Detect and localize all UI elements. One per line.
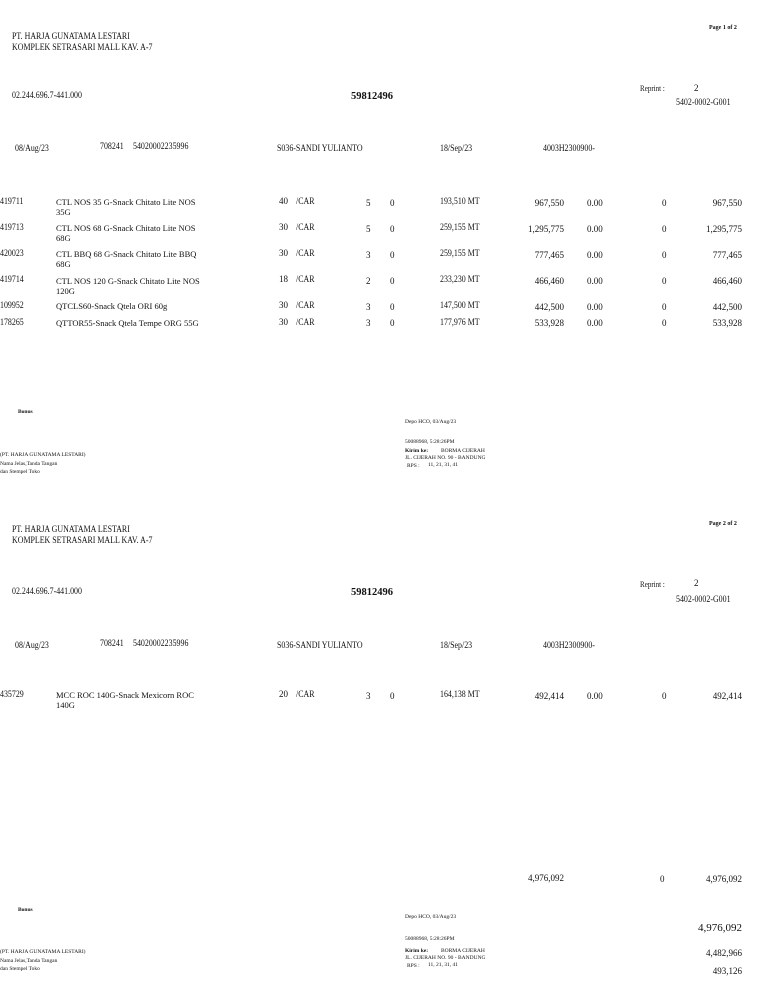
company-address: KOMPLEK SETRASARI MALL KAV. A-7	[12, 42, 153, 52]
signature-instruction: Nama Jelas,Tanda Tangan	[0, 461, 58, 467]
reprint-value: 2	[694, 578, 699, 588]
item-col-b: 0	[390, 318, 395, 328]
item-description: CTL NOS 35 G-Snack Chitato Lite NOS 35G	[56, 197, 196, 218]
item-net: 466,460	[712, 276, 742, 286]
item-description: CTL NOS 68 G-Snack Chitato Lite NOS 68G	[56, 223, 196, 244]
item-amount: 442,500	[534, 302, 564, 312]
item-col-a: 3	[366, 318, 371, 328]
item-description: CTL BBQ 68 G-Snack Chitato Lite BBQ 68G	[56, 249, 197, 270]
company-address: KOMPLEK SETRASARI MALL KAV. A-7	[12, 535, 153, 545]
item-description: CTL NOS 120 G-Snack Chitato Lite NOS 120G	[56, 276, 200, 297]
item-price: 193,510 MT	[440, 196, 480, 206]
item-col-b: 0	[390, 198, 395, 208]
item-col-a: 3	[366, 302, 371, 312]
total-discount: 0	[660, 874, 665, 884]
item-amount: 466,460	[534, 276, 564, 286]
signature-instruction: Nama Jelas,Tanda Tangan	[0, 958, 58, 964]
item-discount: 0.00	[587, 198, 603, 208]
item-unit: /CAR	[296, 317, 315, 327]
footer-reference: 50088968, 5:28:26PM	[405, 936, 455, 942]
item-amount: 1,295,775	[528, 224, 564, 234]
rps-value: 11, 21, 31, 41	[428, 462, 459, 468]
npwp: 02.244.696.7-441.000	[12, 586, 82, 596]
bonus-label: Bonus	[18, 409, 33, 415]
signature-stamp-note: dan Stempel Toko	[0, 469, 40, 475]
npwp: 02.244.696.7-441.000	[12, 90, 82, 100]
item-qty: 18	[279, 274, 288, 284]
item-discount: 0.00	[587, 276, 603, 286]
item-col-b: 0	[390, 250, 395, 260]
kirim-address: JL. CIJERAH NO. 90 - BANDUNG	[405, 455, 486, 461]
item-code: 109952	[0, 300, 24, 310]
item-discount: 0.00	[587, 302, 603, 312]
item-col-b: 0	[390, 691, 395, 701]
item-net: 1,295,775	[706, 224, 742, 234]
customer-code: 708241	[100, 638, 124, 648]
item-discount-2: 0	[662, 318, 667, 328]
item-discount: 0.00	[587, 224, 603, 234]
reprint-label: Reprint :	[640, 84, 665, 93]
item-qty: 30	[279, 222, 288, 232]
kirim-label: Kirim ke:	[405, 448, 429, 454]
item-net: 533,928	[712, 318, 742, 328]
signature-company: (PT. HARJA GUNATAMA LESTARI)	[0, 452, 86, 458]
item-discount: 0.00	[587, 250, 603, 260]
reference-code: 5402-0002-G001	[676, 97, 731, 107]
item-net: 967,550	[712, 198, 742, 208]
company-name: PT. HARJA GUNATAMA LESTARI	[12, 31, 130, 41]
item-col-b: 0	[390, 276, 395, 286]
item-code: 435729	[0, 689, 24, 699]
item-code: 178265	[0, 317, 24, 327]
item-code: 419714	[0, 274, 24, 284]
item-unit: /CAR	[296, 222, 315, 232]
item-col-a: 3	[366, 691, 371, 701]
item-description: QTTOR55-Snack Qtela Tempe ORG 55G	[56, 318, 199, 328]
total-amount: 4,976,092	[528, 873, 564, 883]
customer-code: 708241	[100, 141, 124, 151]
item-col-a: 5	[366, 224, 371, 234]
tax-total: 493,126	[712, 966, 742, 976]
signature-company: (PT. HARJA GUNATAMA LESTARI)	[0, 949, 86, 955]
company-name: PT. HARJA GUNATAMA LESTARI	[12, 524, 130, 534]
rps-value: 11, 21, 31, 41	[428, 962, 459, 968]
kirim-address: JL. CIJERAH NO. 90 - BANDUNG	[405, 955, 486, 961]
kirim-name: BORMA CIJERAH	[441, 448, 485, 454]
account-number: 54020002235996	[133, 638, 189, 648]
item-description: MCC ROC 140G-Snack Mexicorn ROC 140G	[56, 690, 194, 711]
document-number: 59812496	[351, 587, 393, 598]
item-price: 164,138 MT	[440, 689, 480, 699]
item-unit: /CAR	[296, 689, 315, 699]
invoice-date: 08/Aug/23	[15, 640, 49, 650]
item-qty: 40	[279, 196, 288, 206]
item-discount: 0.00	[587, 318, 603, 328]
signature-stamp-note: dan Stempel Toko	[0, 966, 40, 972]
item-description: QTCLS60-Snack Qtela ORI 60g	[56, 301, 168, 311]
item-price: 147,500 MT	[440, 300, 480, 310]
item-qty: 20	[279, 689, 288, 699]
reprint-label: Reprint :	[640, 580, 665, 589]
item-unit: /CAR	[296, 196, 315, 206]
item-amount: 533,928	[534, 318, 564, 328]
item-code: 419711	[0, 196, 24, 206]
account-number: 54020002235996	[133, 141, 189, 151]
item-col-a: 2	[366, 276, 371, 286]
rps-label: RPS :	[407, 463, 420, 469]
item-discount: 0.00	[587, 691, 603, 701]
depo-info: Depo HCO, 03/Aug/23	[405, 914, 457, 920]
item-discount-2: 0	[662, 691, 667, 701]
item-net: 442,500	[712, 302, 742, 312]
reprint-value: 2	[694, 83, 699, 93]
page-label: Page 2 of 2	[709, 521, 737, 527]
item-unit: /CAR	[296, 300, 315, 310]
item-qty: 30	[279, 300, 288, 310]
page-label: Page 1 of 2	[709, 25, 737, 31]
due-date: 18/Sep/23	[440, 143, 473, 153]
item-net: 777,465	[712, 250, 742, 260]
item-unit: /CAR	[296, 248, 315, 258]
invoice-code: 4003H2300900-	[543, 640, 595, 650]
depo-info: Depo HCO, 03/Aug/23	[405, 419, 457, 425]
invoice-date: 08/Aug/23	[15, 143, 49, 153]
item-col-b: 0	[390, 224, 395, 234]
item-price: 259,155 MT	[440, 222, 480, 232]
item-price: 259,155 MT	[440, 248, 480, 258]
dpp-total: 4,482,966	[706, 948, 742, 958]
item-qty: 30	[279, 317, 288, 327]
item-discount-2: 0	[662, 302, 667, 312]
item-amount: 777,465	[534, 250, 564, 260]
footer-reference: 50088968, 5:28:26PM	[405, 439, 455, 445]
invoice-code: 4003H2300900-	[543, 143, 595, 153]
rps-label: RPS :	[407, 963, 420, 969]
due-date: 18/Sep/23	[440, 640, 473, 650]
item-discount-2: 0	[662, 276, 667, 286]
reference-code: 5402-0002-G001	[676, 594, 731, 604]
item-price: 177,976 MT	[440, 317, 480, 327]
item-qty: 30	[279, 248, 288, 258]
salesman: S036-SANDI YULIANTO	[277, 143, 363, 153]
item-amount: 967,550	[534, 198, 564, 208]
kirim-label: Kirim ke:	[405, 948, 429, 954]
item-code: 419713	[0, 222, 24, 232]
item-discount-2: 0	[662, 224, 667, 234]
item-amount: 492,414	[534, 691, 564, 701]
grand-total: 4,976,092	[698, 922, 742, 934]
item-col-a: 5	[366, 198, 371, 208]
item-col-b: 0	[390, 302, 395, 312]
item-discount-2: 0	[662, 250, 667, 260]
salesman: S036-SANDI YULIANTO	[277, 640, 363, 650]
item-code: 420023	[0, 248, 24, 258]
document-number: 59812496	[351, 91, 393, 102]
item-discount-2: 0	[662, 198, 667, 208]
item-net: 492,414	[712, 691, 742, 701]
item-col-a: 3	[366, 250, 371, 260]
item-price: 233,230 MT	[440, 274, 480, 284]
invoice-page-2	[0, 497, 768, 994]
item-unit: /CAR	[296, 274, 315, 284]
bonus-label: Bonus	[18, 907, 33, 913]
kirim-name: BORMA CIJERAH	[441, 948, 485, 954]
total-net: 4,976,092	[706, 874, 742, 884]
